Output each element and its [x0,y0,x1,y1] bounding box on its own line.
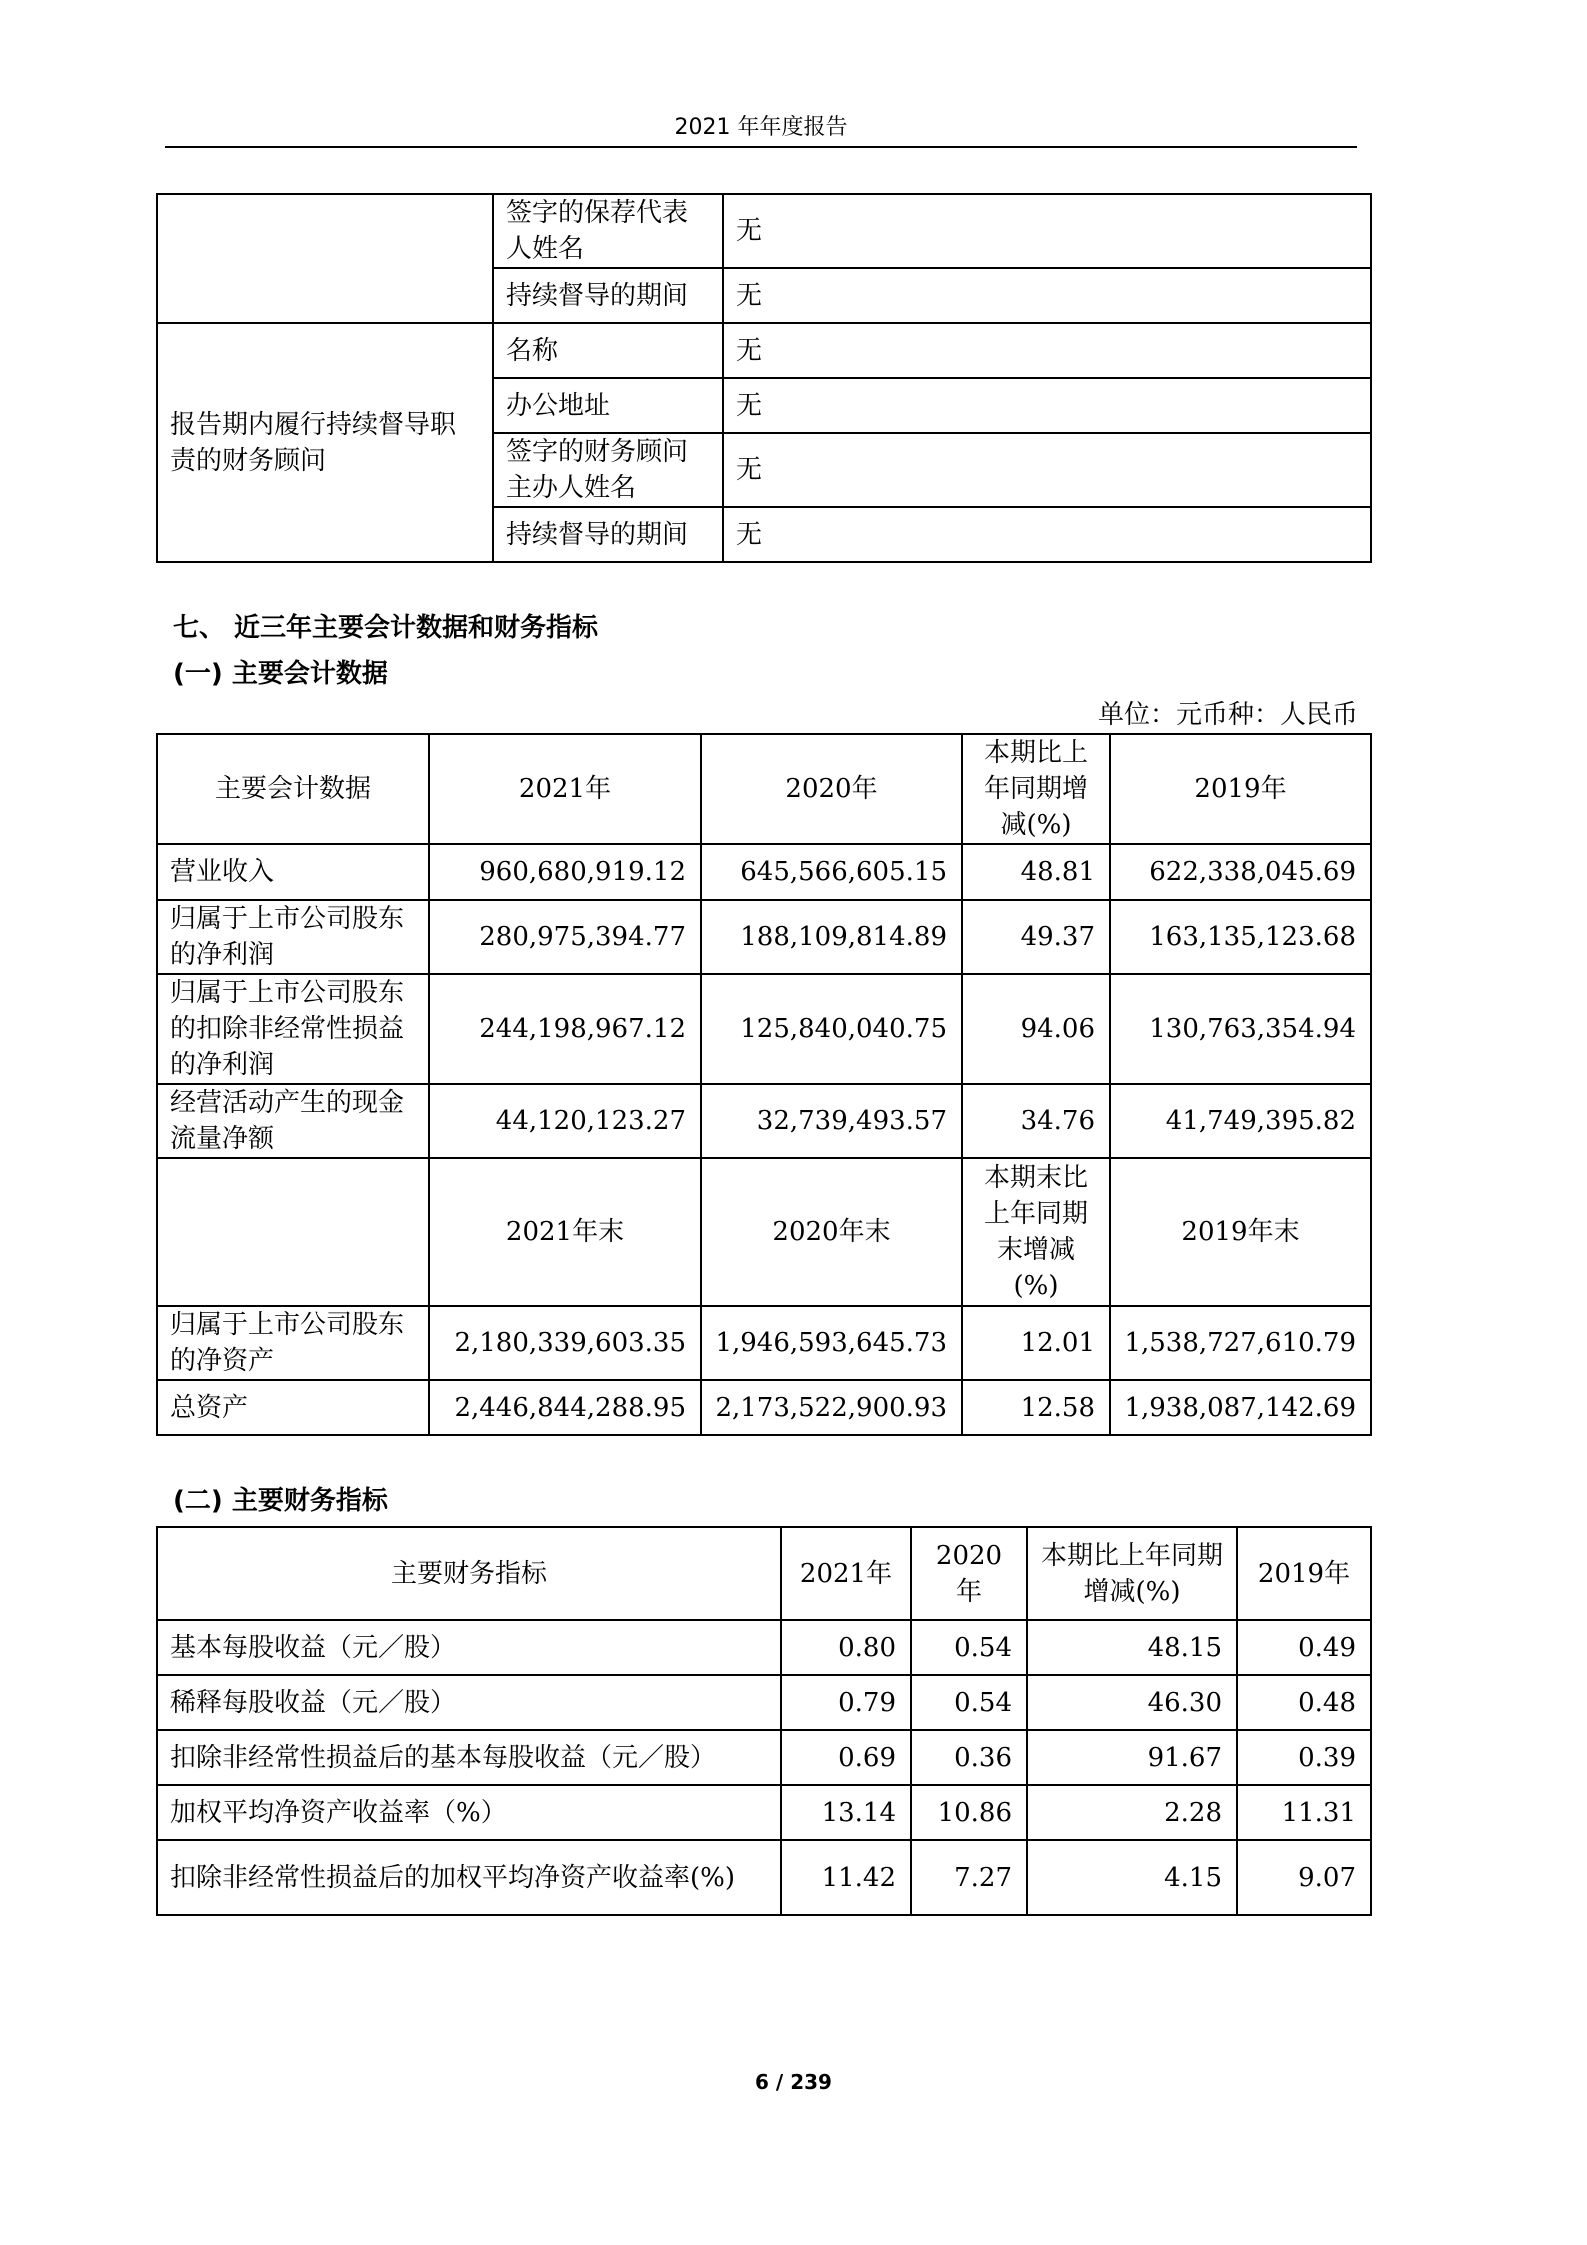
cell-value: 2.28 [1027,1785,1237,1840]
table-header-row [157,1527,1371,1620]
column-header: 2019年末 [1110,1158,1371,1306]
column-header: 2021年 [781,1527,911,1620]
column-header: 2020年末 [701,1158,962,1306]
row-value: 无 [723,323,1371,378]
row-label: 扣除非经常性损益后的加权平均净资产收益率(%) [157,1840,781,1915]
cell-value: 645,566,605.15 [701,844,962,900]
financial-indicators-table [156,1526,1372,1916]
row-value: 无 [723,268,1371,323]
cell-value: 125,840,040.75 [701,974,962,1084]
row-label: 名称 [493,323,723,378]
row-label: 持续督导的期间 [493,507,723,562]
column-header: 主要财务指标 [157,1527,781,1620]
cell-value: 0.54 [911,1675,1027,1730]
row-label: 扣除非经常性损益后的基本每股收益（元／股） [157,1730,781,1785]
cell-value: 1,538,727,610.79 [1110,1306,1371,1380]
table-row [157,1675,1371,1730]
cell-value: 48.81 [962,844,1110,900]
table-row [157,1306,1371,1380]
subsection-title-indicators: (二) 主要财务指标 [173,1486,388,1516]
column-header [157,1158,429,1306]
row-value: 无 [723,433,1371,507]
cell-value: 32,739,493.57 [701,1084,962,1158]
cell-value: 49.37 [962,900,1110,974]
cell-value: 130,763,354.94 [1110,974,1371,1084]
row-label: 稀释每股收益（元／股） [157,1675,781,1730]
cell-value: 12.01 [962,1306,1110,1380]
accounting-data-table [156,733,1372,1436]
table-row [157,1084,1371,1158]
column-header: 本期比上年同期增减(%) [962,734,1110,844]
group-title: 报告期内履行持续督导职责的财务顾问 [157,323,493,562]
unit-note: 单位：元币种：人民币 [1097,700,1358,730]
cell-value: 280,975,394.77 [429,900,701,974]
column-header: 主要会计数据 [157,734,429,844]
cell-value: 13.14 [781,1785,911,1840]
cell-value: 188,109,814.89 [701,900,962,974]
row-value: 无 [723,378,1371,433]
table-row [157,194,1371,268]
cell-value: 2,446,844,288.95 [429,1380,701,1435]
column-header: 2020年 [911,1527,1027,1620]
table-header-row [157,1158,1371,1306]
cell-value: 244,198,967.12 [429,974,701,1084]
cell-value: 1,938,087,142.69 [1110,1380,1371,1435]
column-header: 本期比上年同期增减(%) [1027,1527,1237,1620]
cell-value: 48.15 [1027,1620,1237,1675]
table-row [157,1730,1371,1785]
row-label: 基本每股收益（元／股） [157,1620,781,1675]
cell-value: 0.54 [911,1620,1027,1675]
cell-value: 622,338,045.69 [1110,844,1371,900]
cell-value: 0.80 [781,1620,911,1675]
row-label: 归属于上市公司股东的净资产 [157,1306,429,1380]
table-row [157,1380,1371,1435]
row-label: 归属于上市公司股东的净利润 [157,900,429,974]
table-row [157,1620,1371,1675]
table-row [157,1840,1371,1915]
cell-value: 0.39 [1237,1730,1371,1785]
column-header: 2019年 [1110,734,1371,844]
section-title: 七、 近三年主要会计数据和财务指标 [173,613,599,643]
table-row [157,844,1371,900]
cell-value: 12.58 [962,1380,1110,1435]
empty-cell [157,194,493,323]
cell-value: 44,120,123.27 [429,1084,701,1158]
cell-value: 0.79 [781,1675,911,1730]
table-row [157,974,1371,1084]
cell-value: 94.06 [962,974,1110,1084]
row-label: 加权平均净资产收益率（%） [157,1785,781,1840]
cell-value: 10.86 [911,1785,1027,1840]
cell-value: 41,749,395.82 [1110,1084,1371,1158]
column-header: 2019年 [1237,1527,1371,1620]
cell-value: 0.49 [1237,1620,1371,1675]
cell-value: 0.69 [781,1730,911,1785]
column-header: 2020年 [701,734,962,844]
cell-value: 11.42 [781,1840,911,1915]
subsection-title-accounting: (一) 主要会计数据 [173,659,388,689]
column-header: 2021年末 [429,1158,701,1306]
column-header: 本期末比上年同期末增减(%) [962,1158,1110,1306]
cell-value: 46.30 [1027,1675,1237,1730]
row-value: 无 [723,194,1371,268]
table-row [157,1785,1371,1840]
table-row [157,323,1371,378]
row-label: 归属于上市公司股东的扣除非经常性损益的净利润 [157,974,429,1084]
row-label: 营业收入 [157,844,429,900]
cell-value: 163,135,123.68 [1110,900,1371,974]
cell-value: 7.27 [911,1840,1027,1915]
row-label: 总资产 [157,1380,429,1435]
cell-value: 91.67 [1027,1730,1237,1785]
cell-value: 0.48 [1237,1675,1371,1730]
row-label: 签字的财务顾问主办人姓名 [493,433,723,507]
page-number: 6 / 239 [755,2070,832,2094]
table-row [157,900,1371,974]
row-label: 持续督导的期间 [493,268,723,323]
row-label: 办公地址 [493,378,723,433]
cell-value: 960,680,919.12 [429,844,701,900]
column-header: 2021年 [429,734,701,844]
cell-value: 2,173,522,900.93 [701,1380,962,1435]
row-label: 签字的保荐代表人姓名 [493,194,723,268]
cell-value: 4.15 [1027,1840,1237,1915]
cell-value: 1,946,593,645.73 [701,1306,962,1380]
cell-value: 34.76 [962,1084,1110,1158]
page-header: 2021 年年度报告 [674,115,848,140]
table-header-row [157,734,1371,844]
row-value: 无 [723,507,1371,562]
cell-value: 0.36 [911,1730,1027,1785]
cell-value: 9.07 [1237,1840,1371,1915]
cell-value: 2,180,339,603.35 [429,1306,701,1380]
cell-value: 11.31 [1237,1785,1371,1840]
row-label: 经营活动产生的现金流量净额 [157,1084,429,1158]
sponsor-table [156,193,1372,563]
header-rule [165,146,1357,148]
